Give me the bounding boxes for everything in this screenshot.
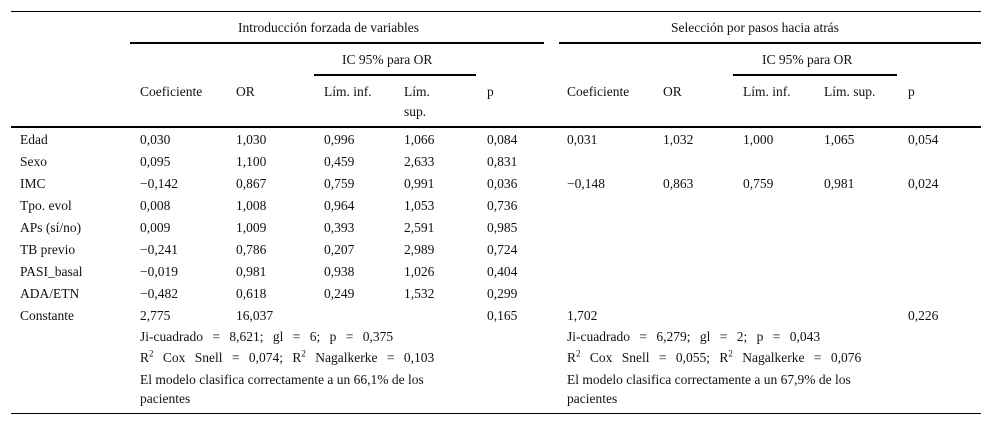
- cell-left-p: 0,985: [487, 220, 518, 235]
- row-label: APs (sí/no): [20, 220, 82, 235]
- cell-left-lim-inf: 0,207: [324, 242, 355, 257]
- cell-left-lim-sup: 2,591: [404, 220, 435, 235]
- cell-left-lim-inf: 0,996: [324, 132, 355, 147]
- cell-left-coeficiente: −0,019: [140, 264, 178, 279]
- cell-left-p: 0,736: [487, 198, 518, 213]
- col-header-lim-inf: Lím. inf.: [324, 84, 372, 99]
- cell-left-lim-inf: 0,938: [324, 264, 355, 279]
- r2-left: $R^2$ Cox Snell = 0,074; $R^2$ Nagalkerke = 0,103: [140, 348, 435, 365]
- col-header-or: OR: [663, 84, 682, 99]
- group-right-rule: [559, 42, 981, 44]
- col-header-or: OR: [236, 84, 255, 99]
- cell-left-lim-sup: 0,991: [404, 176, 435, 191]
- ic-header-left: IC 95% para OR: [342, 52, 433, 67]
- cell-left-lim-sup: 1,053: [404, 198, 435, 213]
- col-header-sup: sup.: [404, 104, 427, 119]
- cell-left-p: 0,084: [487, 132, 518, 147]
- cell-left-lim-sup: 1,026: [404, 264, 435, 279]
- cell-left-coeficiente: 0,008: [140, 198, 171, 213]
- cell-left-coeficiente: 0,009: [140, 220, 171, 235]
- cell-left-coeficiente: −0,241: [140, 242, 178, 257]
- row-label: Constante: [20, 308, 74, 323]
- ic-left-rule: [314, 74, 476, 76]
- cell-left-lim-inf: 0,393: [324, 220, 355, 235]
- group-header-right: Selección por pasos hacia atrás: [671, 20, 839, 35]
- col-header-p: p: [908, 84, 915, 99]
- cell-left-lim-inf: 0,249: [324, 286, 355, 301]
- cell-right-lim-inf: 0,759: [743, 176, 774, 191]
- cell-left-or: 0,618: [236, 286, 267, 301]
- cell-left-or: 1,008: [236, 198, 267, 213]
- row-label: Tpo. evol: [20, 198, 72, 213]
- classification-right-cont: pacientes: [567, 391, 618, 406]
- row-label: ADA/ETN: [20, 286, 80, 301]
- cell-right-p: 0,054: [908, 132, 939, 147]
- chi-square-right: Ji-cuadrado = 6,279; gl = 2; p = 0,043: [567, 329, 821, 344]
- cell-left-or: 1,009: [236, 220, 267, 235]
- row-label: Edad: [20, 132, 48, 147]
- row-label: IMC: [20, 176, 46, 191]
- cell-left-lim-inf: 0,964: [324, 198, 355, 213]
- cell-right-lim-sup: 1,065: [824, 132, 855, 147]
- cell-left-lim-sup: 2,633: [404, 154, 435, 169]
- cell-left-or: 0,981: [236, 264, 267, 279]
- cell-left-or: 16,037: [236, 308, 274, 323]
- group-left-rule: [130, 42, 544, 44]
- ic-header-right: IC 95% para OR: [762, 52, 853, 67]
- cell-right-coeficiente: −0,148: [567, 176, 605, 191]
- cell-left-p: 0,831: [487, 154, 518, 169]
- cell-left-lim-inf: 0,759: [324, 176, 355, 191]
- cell-left-p: 0,036: [487, 176, 518, 191]
- header-bottom-rule: [11, 126, 981, 128]
- cell-right-lim-sup: 0,981: [824, 176, 855, 191]
- bottom-rule: [11, 413, 981, 414]
- cell-left-p: 0,724: [487, 242, 518, 257]
- cell-left-p: 0,299: [487, 286, 518, 301]
- top-rule: [11, 11, 981, 12]
- row-label: TB previo: [20, 242, 76, 257]
- cell-right-lim-inf: 1,000: [743, 132, 774, 147]
- classification-left-cont: pacientes: [140, 391, 191, 406]
- cell-left-coeficiente: −0,482: [140, 286, 178, 301]
- cell-right-coeficiente: 1,702: [567, 308, 598, 323]
- classification-left: El modelo clasifica correctamente a un 66,1% de los: [140, 372, 424, 387]
- cell-left-lim-sup: 1,066: [404, 132, 435, 147]
- chi-square-left: Ji-cuadrado = 8,621; gl = 6; p = 0,375: [140, 329, 394, 344]
- cell-left-coeficiente: 2,775: [140, 308, 171, 323]
- cell-right-or: 1,032: [663, 132, 694, 147]
- cell-right-p: 0,226: [908, 308, 939, 323]
- row-label: PASI_basal: [20, 264, 83, 279]
- cell-left-p: 0,165: [487, 308, 518, 323]
- cell-left-coeficiente: 0,095: [140, 154, 171, 169]
- cell-left-coeficiente: 0,030: [140, 132, 171, 147]
- col-header-p: p: [487, 84, 494, 99]
- cell-left-lim-sup: 1,532: [404, 286, 435, 301]
- ic-right-rule: [733, 74, 897, 76]
- col-header-lim-inf: Lím. inf.: [743, 84, 791, 99]
- cell-right-coeficiente: 0,031: [567, 132, 598, 147]
- cell-left-or: 1,030: [236, 132, 267, 147]
- cell-right-or: 0,863: [663, 176, 694, 191]
- cell-left-coeficiente: −0,142: [140, 176, 178, 191]
- cell-right-p: 0,024: [908, 176, 939, 191]
- cell-left-or: 1,100: [236, 154, 267, 169]
- cell-left-or: 0,786: [236, 242, 267, 257]
- r2-right: $R^2$ Cox Snell = 0,055; $R^2$ Nagalkerke = 0,076: [567, 348, 862, 365]
- col-header-coeficiente: Coeficiente: [567, 84, 630, 99]
- cell-left-or: 0,867: [236, 176, 267, 191]
- col-header-lim-sup: Lím. sup.: [824, 84, 876, 99]
- col-header-lim: Lím.: [404, 84, 430, 99]
- cell-left-lim-inf: 0,459: [324, 154, 355, 169]
- cell-left-p: 0,404: [487, 264, 518, 279]
- classification-right: El modelo clasifica correctamente a un 67,9% de los: [567, 372, 851, 387]
- cell-left-lim-sup: 2,989: [404, 242, 435, 257]
- col-header-coeficiente: Coeficiente: [140, 84, 203, 99]
- group-header-left: Introducción forzada de variables: [238, 20, 420, 35]
- row-label: Sexo: [20, 154, 47, 169]
